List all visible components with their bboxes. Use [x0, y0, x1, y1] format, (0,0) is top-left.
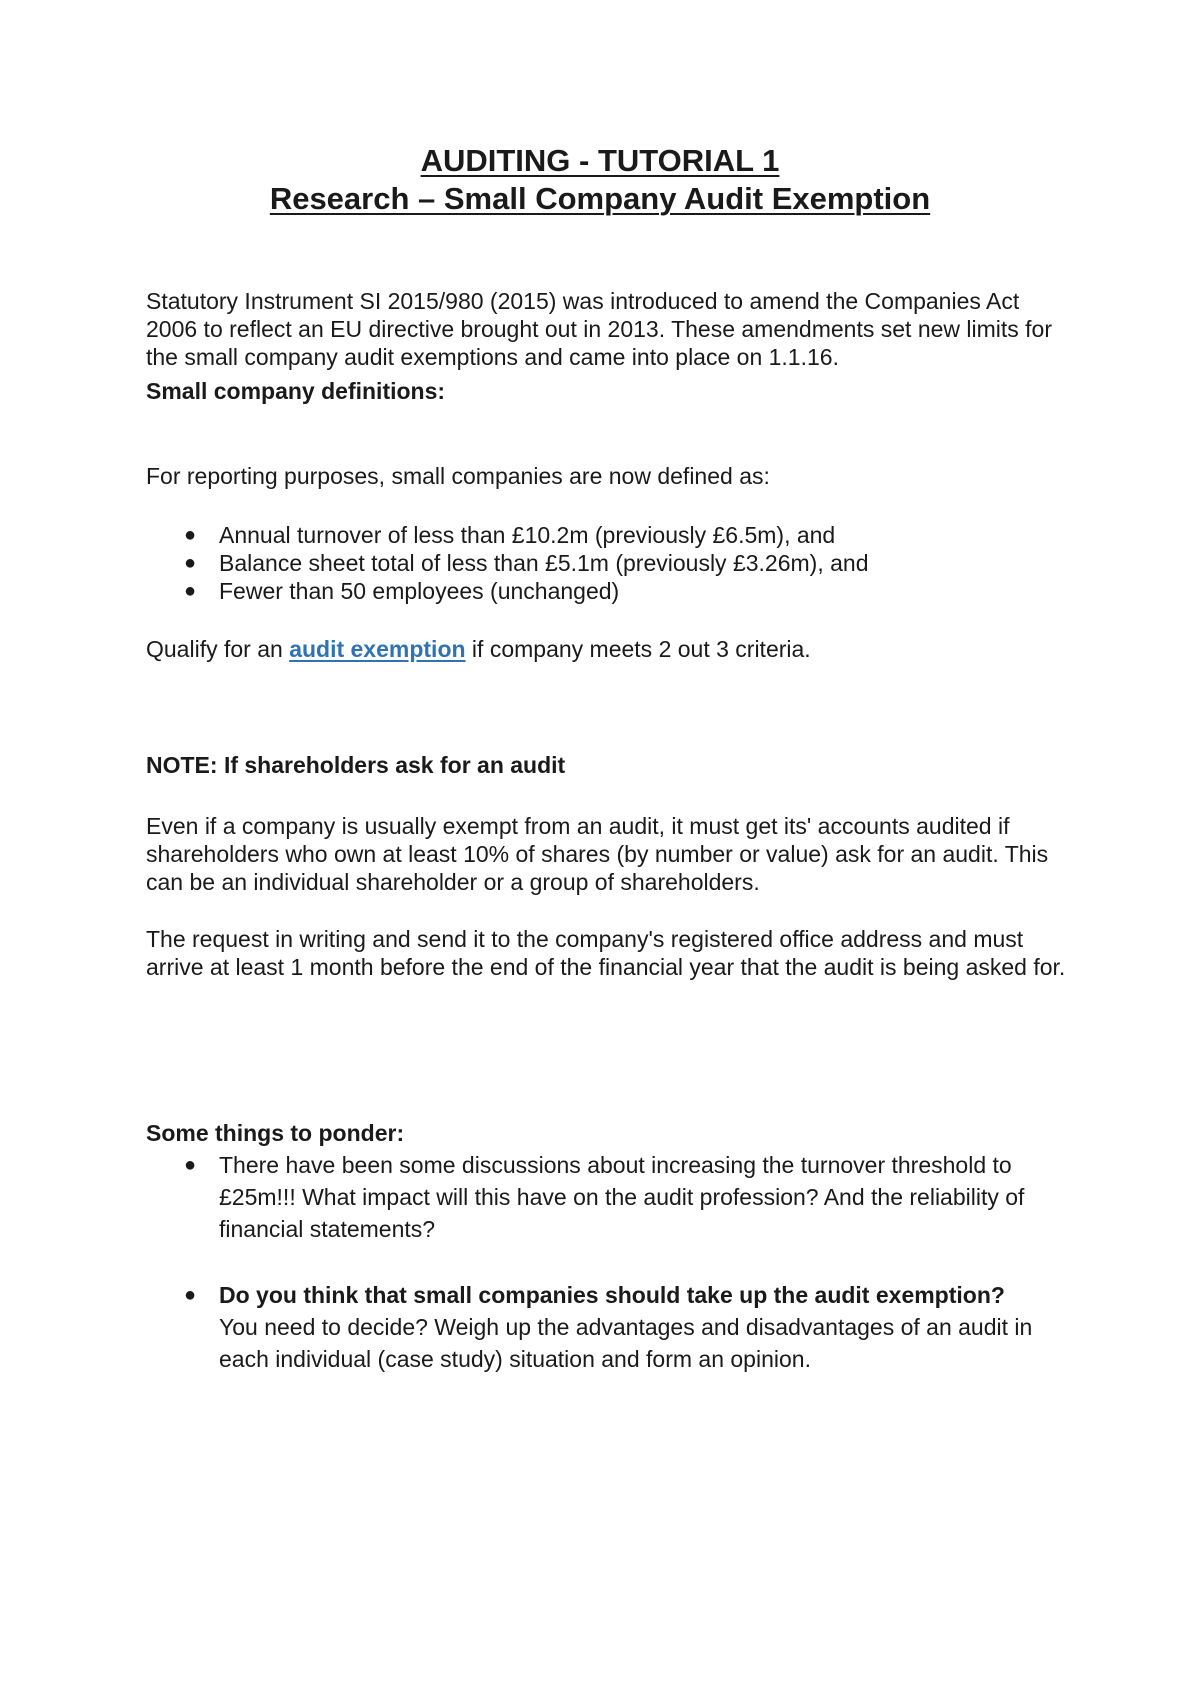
audit-exemption-link[interactable]: audit exemption — [289, 636, 466, 662]
note-paragraph-1: Even if a company is usually exempt from an audit, it must get its' accounts audited if shareholders who own at least 10% of shares (by number or value) ask for an audit. This can be an individual shareholder or a group of shareholders. — [146, 813, 1049, 895]
criteria-text: Balance sheet total of less than £5.1m (previously £3.26m), and — [219, 550, 869, 576]
list-item — [146, 549, 1076, 577]
page-title — [0, 142, 1200, 218]
qualify-suffix: if company meets 2 out 3 criteria. — [465, 636, 811, 662]
list-item — [146, 1279, 1076, 1375]
intro-paragraph — [146, 287, 1076, 371]
bullet-icon: ● — [184, 552, 197, 574]
title-line-1: AUDITING - TUTORIAL 1 — [420, 143, 780, 178]
ponder-list-2 — [146, 1279, 1076, 1375]
ponder-item-1: There have been some discussions about increasing the turnover threshold to £25m!!! What impact will this have on the audit profession? And the reliability of financial statements? — [219, 1152, 1025, 1242]
list-item — [146, 577, 1076, 605]
definitions-lead: For reporting purposes, small companies are now defined as: — [146, 463, 770, 489]
intro-text: Statutory Instrument SI 2015/980 (2015) was introduced to amend the Companies Act 2006 to reflect an EU directive brought out in 2013. These amendments set new limits for the small company audit exemptions and came into place on 1.1.16. — [146, 288, 1053, 370]
ponder-question: Do you think that small companies should take up the audit exemption? — [219, 1282, 1005, 1308]
criteria-list — [146, 521, 1076, 605]
list-item — [146, 1149, 1076, 1245]
list-item — [146, 521, 1076, 549]
ponder-item-2-text: You need to decide? Weigh up the advantages and disadvantages of an audit in each individual (case study) situation and form an opinion. — [219, 1314, 1033, 1372]
note-paragraph-2: The request in writing and send it to the company's registered office address and must arrive at least 1 month before the end of the financial year that the audit is being asked for. — [146, 926, 1066, 980]
definitions-heading: Small company definitions: — [146, 378, 446, 404]
note-heading: NOTE: If shareholders ask for an audit — [146, 752, 566, 778]
bullet-icon: ● — [184, 1154, 197, 1176]
bullet-icon: ● — [184, 1284, 197, 1306]
bullet-icon: ● — [184, 524, 197, 546]
qualify-paragraph — [146, 635, 1076, 663]
ponder-list — [146, 1149, 1076, 1245]
qualify-prefix: Qualify for an — [146, 636, 290, 662]
title-line-2: Research – Small Company Audit Exemption — [269, 181, 931, 216]
criteria-text: Fewer than 50 employees (unchanged) — [219, 578, 620, 604]
criteria-text: Annual turnover of less than £10.2m (previously £6.5m), and — [219, 522, 836, 548]
ponder-heading: Some things to ponder: — [146, 1120, 405, 1146]
bullet-icon: ● — [184, 580, 197, 602]
